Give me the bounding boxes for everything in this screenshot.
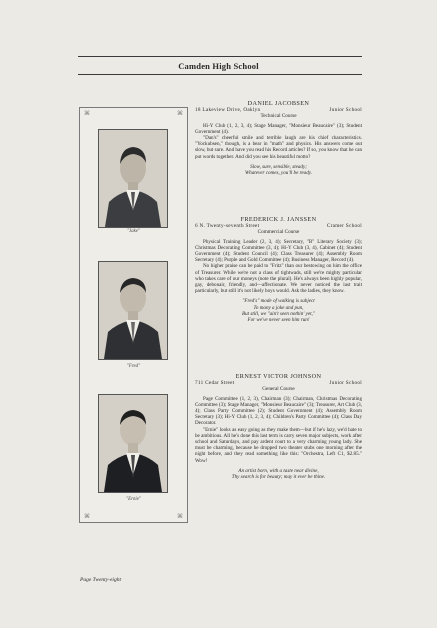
verse-line: "Fred's" mode of walking is subject [242,298,315,305]
student-course: General Course [262,386,295,393]
photo-column [79,107,188,523]
student-school: Junior School [329,380,362,387]
page-number-label: Page Twenty-eight [80,577,121,583]
page-header-title: Camden High School [178,61,259,71]
motto-verse [195,468,362,480]
description-paragraph: "Ernie" looks as easy going as they make them—but if he's lazy, we'd hate to be ambitious. All he's done this last term is carry seven major subjects, work after school and Saturdays, and pay ardent court to a very charming young lady. She must be charming, because he dropped two theater stubs one morning after the night before, and they read something like this: "Orchestra, Left C1, $2.85." Wow! [195,426,362,464]
motto-verse [195,298,362,323]
student-address: 6 N. Twenty-seventh Street [195,223,260,230]
verse-line: Slow, sure, sensible, steady; [250,163,307,170]
ornament-icon: ⌘ [84,111,90,117]
student-name: ERNEST VICTOR JOHNSON [235,373,322,380]
photo-caption-ernie: "Ernie" [126,497,141,502]
ornament-icon: ⌘ [84,514,90,520]
student-course: Commercial Course [257,229,300,236]
header-bottom-rule [78,74,362,75]
verse-line: Whatever comes, you'll be ready. [244,170,313,177]
student-school: Cramer School [326,223,362,230]
photo-caption-fred: "Fred" [126,364,141,369]
motto-verse [195,164,362,176]
ornament-icon: ⌘ [177,514,183,520]
student-course: Technical Course [260,113,297,120]
description-paragraph: "Dan's" cheerful smile and terrible laugh are his chief characteristics. "Yockubsen," though, is a bear in "math" and physics. His answers come out slow, but sure. And have you read his Record articles? If so, you know that he can put words together. And did you see his beautiful motto? [195,135,363,160]
activities-paragraph: Page Committee (1, 2, 3), Chairman (3); Chairman, Christmas Decorating Committee (3); Stage Manager, "Monsieur Beaucaire" (3); Treasurer, Art Club (3, 4); Class Party Committee (2); Student Government (4); Assembly Room Secretary (3); Hi-Y Club (1, 2, 3, 4); Children's Party Committee (4); Class Day Decorator. [195,395,362,427]
student-address: 711 Cedar Street [195,380,235,387]
verse-line: But still, we "ain't seen nothin' yet," [242,310,315,317]
activities-paragraph: Physical Training Leader (2, 3, 4); Secretary, "B" Literary Society (3); Christmas Decorating Committee (3, 4); Hi-Y Club (3, 4), Cabinet (4); Student Government (4); Student Council (4); Class Treasurer (4); Assembly Room Secretary (4); Purple and Gold Committee (4); Business Manager, Record (4). [195,238,362,264]
student-name: DANIEL JACOBSEN [247,100,310,107]
activities-paragraph: Hi-Y Club (1, 2, 3, 4); Stage Manager, "Monsieur Beaucaire" (3); Student Government (4). [195,122,362,135]
portrait-photo-johnson [98,394,168,493]
entry-jacobsen [195,101,362,176]
verse-line: For we've never seen him run! [247,317,310,324]
entry-johnson [195,374,362,480]
verse-line: An artist born, with a taste near divine, [238,467,319,474]
verse-line: To many a joke and pun, [253,304,304,311]
entry-janssen [195,217,362,323]
ornament-icon: ⌘ [177,111,183,117]
portrait-photo-janssen [98,261,168,360]
student-school: Junior School [329,107,362,114]
photo-caption-jake: "Jake" [127,229,140,234]
portrait-photo-jacobsen [98,129,168,228]
description-paragraph: No higher praise can be paid to "Fritz" than our bestowing on him the office of Treasurer. While we're not a class of tightwads, still we're mighty particular who takes care of our moneys (note the plural). He's always been highly popular, gay, debonair, friendly, and—affectionate. We never noticed the last trait particularly, but still it's not likely boys would. Ask the ladies, they know. [195,263,362,295]
student-address: 18 Lakeview Drive, Oaklyn [195,107,261,114]
header-top-rule [78,56,362,57]
student-name: FREDERICK J. JANSSEN [240,216,317,223]
verse-line: Thy search is for beauty; may it ever be thine. [231,474,326,481]
